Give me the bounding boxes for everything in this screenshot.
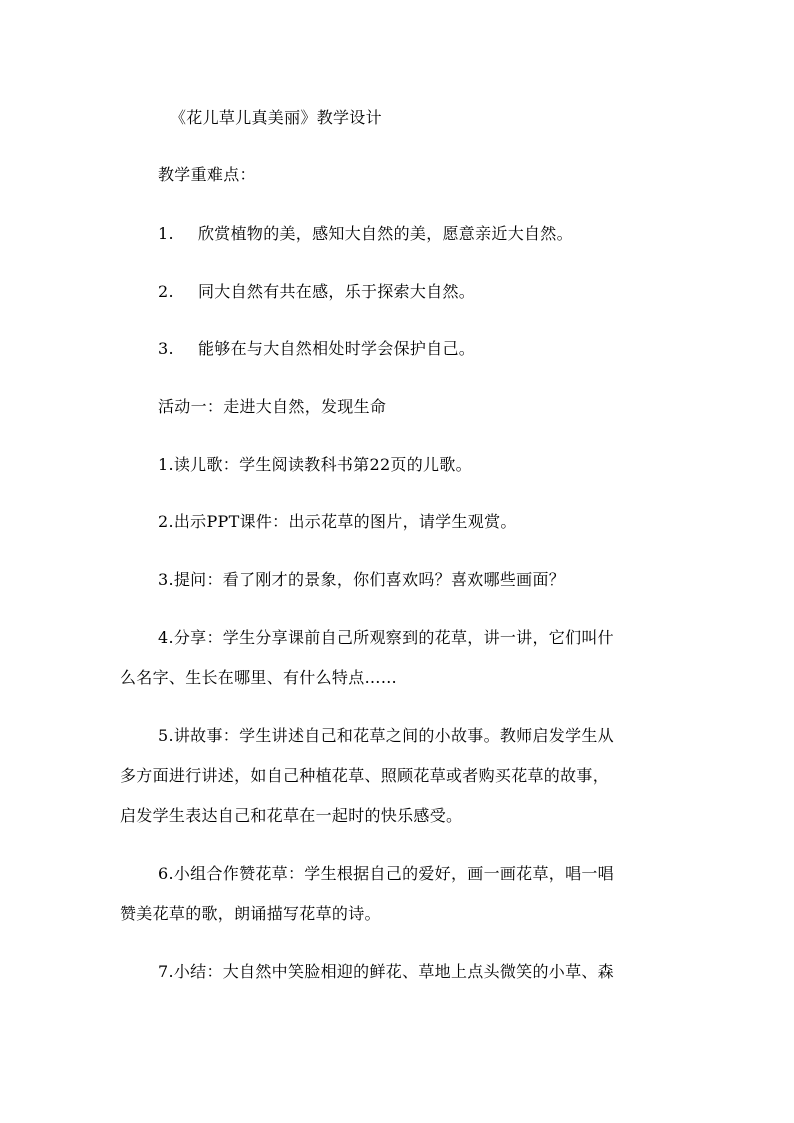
key-point-item [158, 224, 573, 244]
activity-heading: 活动一：走进大自然，发现生命 [158, 397, 387, 416]
key-point-number: 1. [158, 224, 174, 243]
step-7-line-1: 7.小结：大自然中笑脸相迎的鲜花、草地上点头微笑的小草、森 [158, 962, 614, 981]
step-5-line-1: 5.讲故事：学生讲述自己和花草之间的小故事。教师启发学生从 [158, 726, 614, 745]
document-title: 《花儿草儿真美丽》教学设计 [170, 108, 382, 127]
key-point-number: 2. [158, 282, 174, 301]
step-1: 1.读儿歌：学生阅读教科书第22页的儿歌。 [158, 455, 472, 474]
key-point-text: 能够在与大自然相处时学会保护自己。 [198, 339, 476, 358]
step-6-line-2: 赞美花草的歌，朗诵描写花草的诗。 [120, 904, 381, 923]
step-2: 2.出示PPT课件：出示花草的图片，请学生观赏。 [158, 512, 517, 531]
step-4-line-2: 么名字、生长在哪里、有什么特点…… [120, 668, 398, 687]
step-5-line-3: 启发学生表达自己和花草在一起时的快乐感受。 [120, 806, 463, 825]
key-point-item [158, 282, 475, 302]
key-point-item [158, 339, 475, 359]
step-4-line-1: 4.分享：学生分享课前自己所观察到的花草，讲一讲，它们叫什 [158, 628, 614, 647]
key-point-text: 同大自然有共在感，乐于探索大自然。 [198, 282, 476, 301]
key-point-number: 3. [158, 339, 174, 358]
step-6-line-1: 6.小组合作赞花草：学生根据自己的爱好，画一画花草，唱一唱 [158, 864, 614, 883]
step-3: 3.提问：看了刚才的景象，你们喜欢吗？喜欢哪些画面？ [158, 570, 566, 589]
step-5-line-2: 多方面进行讲述，如自己种植花草、照顾花草或者购买花草的故事， [120, 766, 610, 785]
key-point-text: 欣赏植物的美，感知大自然的美，愿意亲近大自然。 [198, 224, 573, 243]
key-points-heading: 教学重难点： [158, 165, 256, 184]
